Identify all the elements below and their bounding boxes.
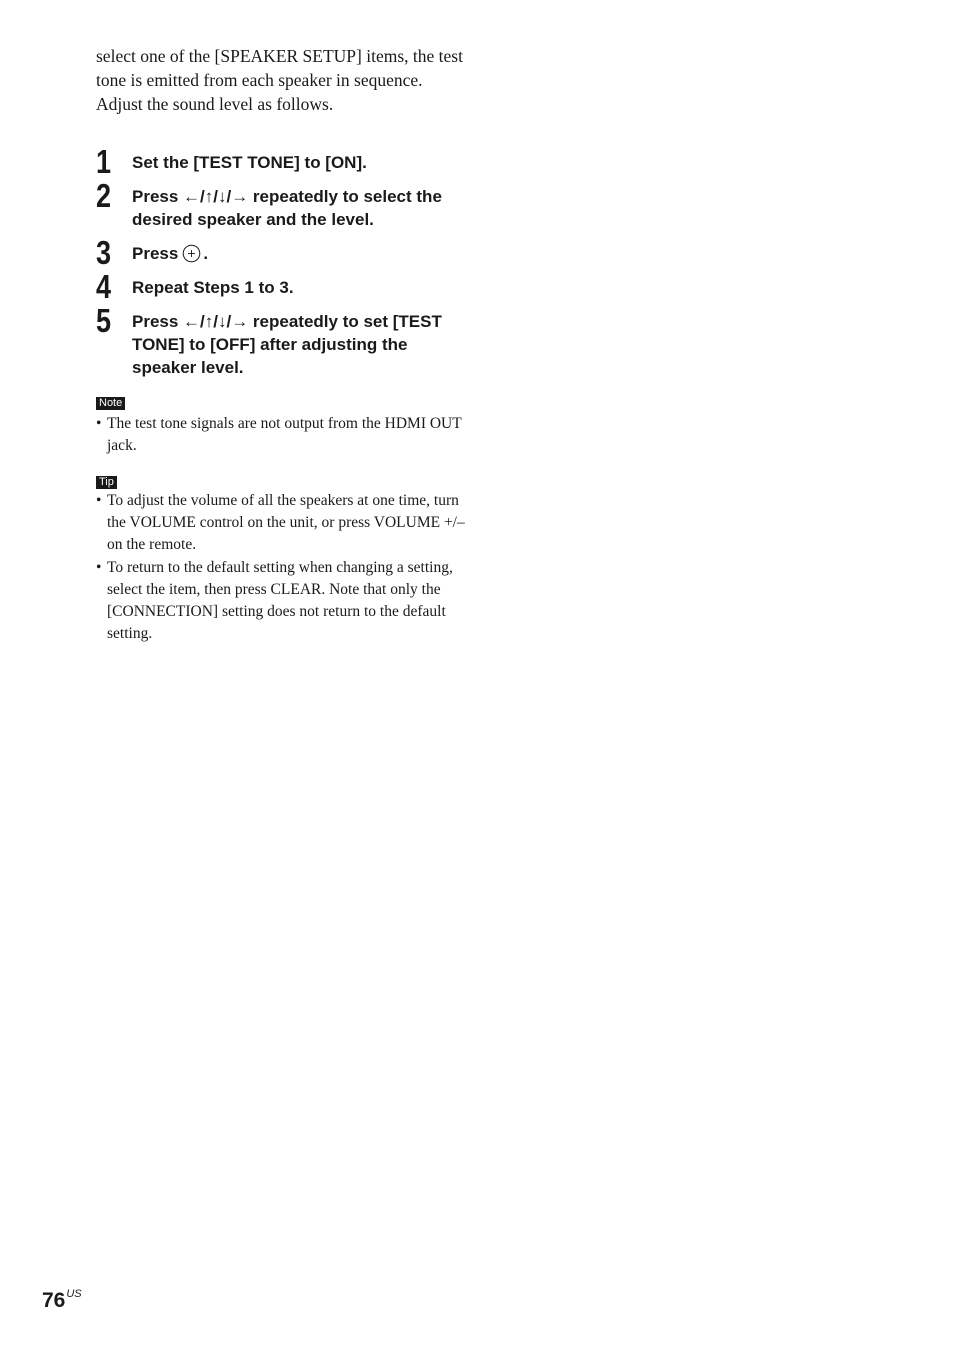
page-region-suffix: US xyxy=(66,1288,82,1300)
note-list xyxy=(96,413,468,458)
step-number: 2 xyxy=(96,177,112,214)
step-number: 3 xyxy=(96,234,112,271)
step-number: 1 xyxy=(96,143,112,180)
tip-list xyxy=(96,490,468,646)
bullet-glyph: • xyxy=(96,559,102,576)
step-text: Press ←/↑/↓/→ repeatedly to set [TEST TONE] to [OFF] after adjusting the speaker level. xyxy=(132,312,442,377)
intro-line-1: select one of the [SPEAKER SETUP] items, the test tone is emitted from each speaker in sequence. xyxy=(96,46,463,90)
enter-button-icon xyxy=(182,244,201,269)
step-text xyxy=(132,242,472,269)
list-item xyxy=(96,490,468,556)
step-text-before: Press xyxy=(132,244,179,263)
note-item-text: The test tone signals are not output from the HDMI OUT jack. xyxy=(107,415,462,454)
page-number-value: 76 xyxy=(42,1289,66,1312)
bullet-glyph: • xyxy=(96,492,102,509)
tip-item-text: To adjust the volume of all the speakers at one time, turn the VOLUME control on the unit, or press VOLUME +/– on the remote. xyxy=(107,492,465,553)
step-text-after: . xyxy=(203,244,209,263)
step-number: 4 xyxy=(96,268,112,305)
intro-text xyxy=(96,44,476,116)
tip-label: Tip xyxy=(96,476,117,489)
step-text: Press ←/↑/↓/→ repeatedly to select the desired speaker and the level. xyxy=(132,187,442,229)
step-text: Repeat Steps 1 to 3. xyxy=(132,278,294,297)
step-number: 5 xyxy=(96,302,112,339)
intro-line-2: Adjust the sound level as follows. xyxy=(96,94,334,114)
tip-item-text: To return to the default setting when changing a setting, select the item, then press CLEAR. Note that only the [CONNECTION] setting does not return to the default setting. xyxy=(107,559,453,642)
list-item xyxy=(96,557,468,645)
page-number xyxy=(42,1282,82,1313)
bullet-glyph: • xyxy=(96,415,102,432)
note-label: Note xyxy=(96,397,125,410)
step-text: Set the [TEST TONE] to [ON]. xyxy=(132,153,367,172)
list-item xyxy=(96,413,468,457)
